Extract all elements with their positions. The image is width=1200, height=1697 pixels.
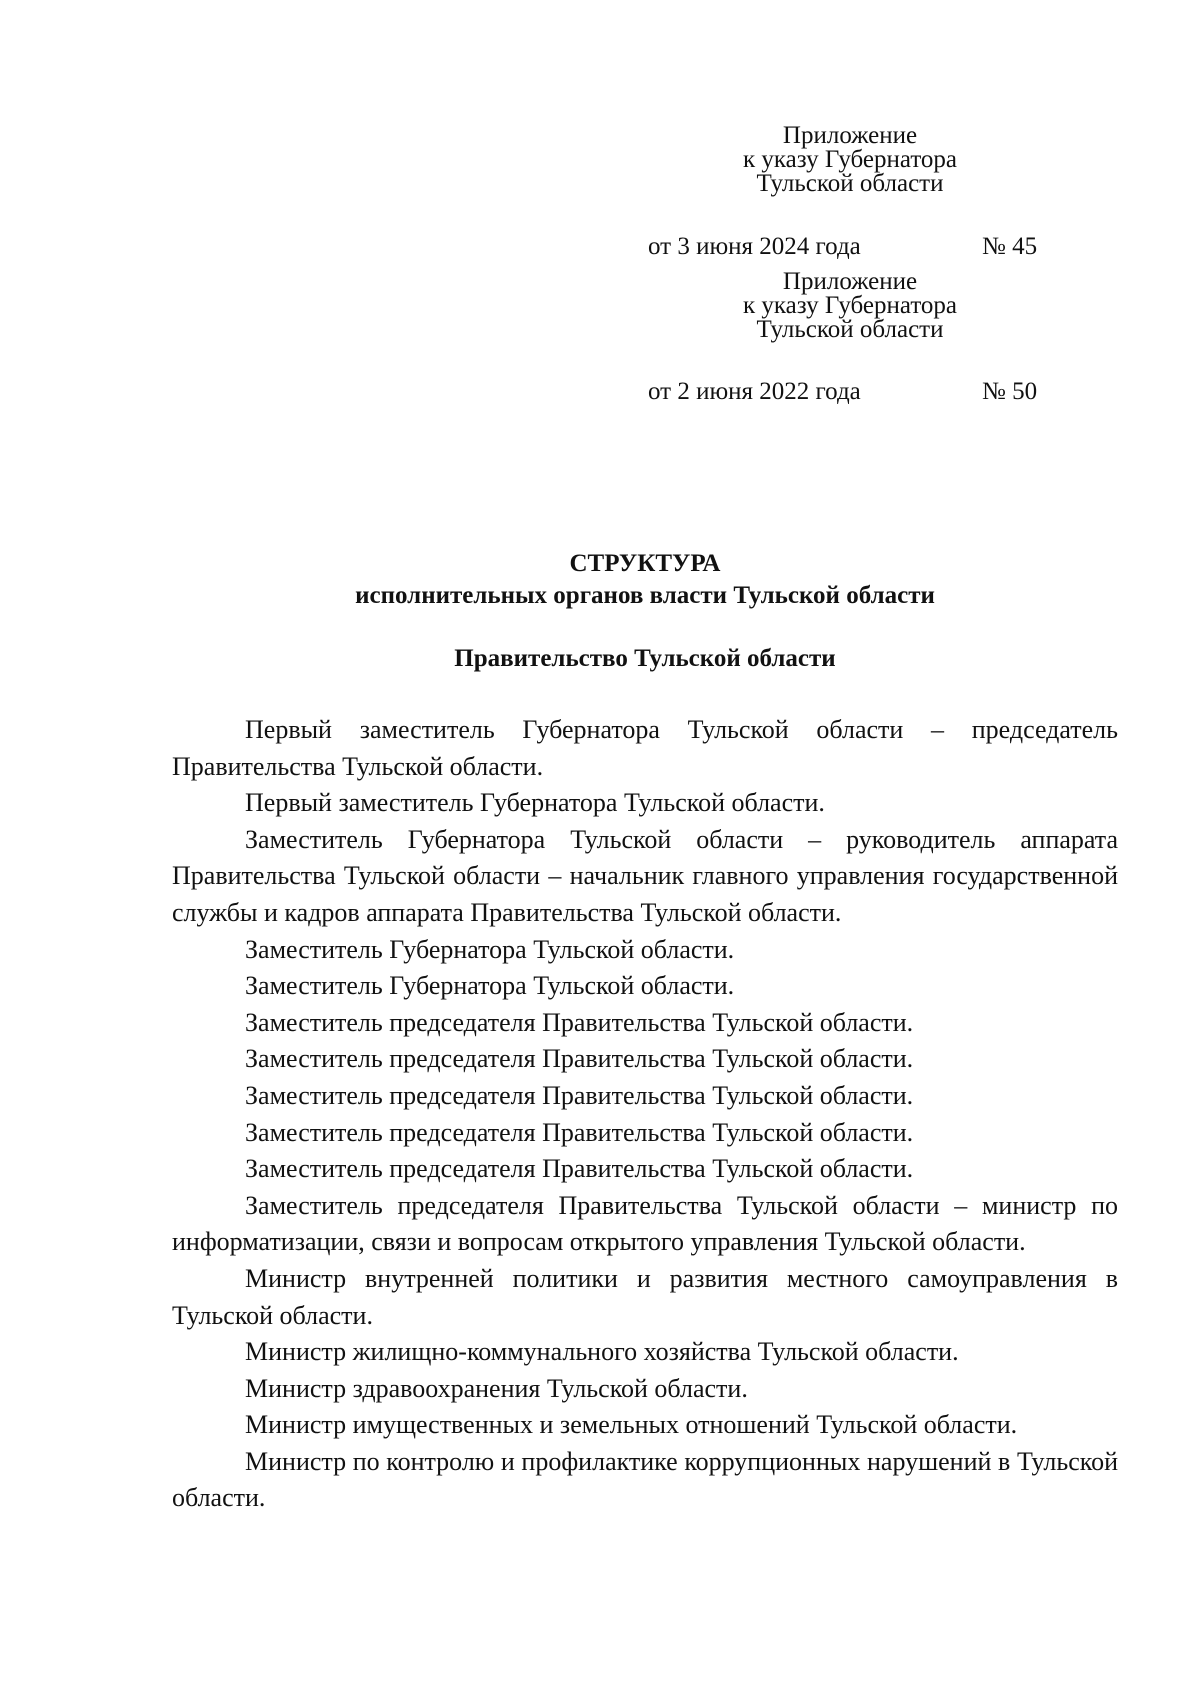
body-paragraph: Первый заместитель Губернатора Тульской области – председатель Правительства Тульской области.	[172, 715, 1118, 781]
body-paragraph: Заместитель председателя Правительства Тульской области – министр по информатизации, связи и вопросам открытого управления Тульской области.	[172, 1190, 1118, 1257]
section-heading: Правительство Тульской области	[454, 645, 836, 672]
decree-date: от 2 июня 2022 года	[648, 378, 861, 405]
body-paragraph: Первый заместитель Губернатора Тульской области.	[245, 788, 825, 818]
appendix-label: Приложение	[782, 268, 918, 295]
appendix-region-line: Тульской области	[756, 316, 944, 343]
decree-number: № 50	[982, 378, 1038, 405]
body-paragraph: Заместитель председателя Правительства Тульской области.	[245, 1154, 914, 1184]
appendix-region-line: Тульской области	[756, 170, 944, 197]
body-paragraph: Заместитель Губернатора Тульской области.	[245, 934, 735, 964]
appendix-block-2024	[700, 124, 1000, 196]
body-paragraph: Министр имущественных и земельных отношений Тульской области.	[245, 1410, 1018, 1440]
appendix-decree-line: к указу Губернатора	[742, 146, 958, 173]
body-paragraph: Заместитель председателя Правительства Тульской области.	[245, 1117, 914, 1147]
body-paragraph: Заместитель председателя Правительства Тульской области.	[245, 1007, 914, 1037]
document-title: СТРУКТУРА	[569, 550, 721, 577]
appendix-label: Приложение	[782, 122, 918, 149]
decree-date-line-2022	[648, 377, 1048, 407]
body-paragraph: Министр по контролю и профилактике коррупционных нарушений в Тульской области.	[172, 1446, 1118, 1513]
body-paragraph: Заместитель председателя Правительства Тульской области.	[245, 1080, 914, 1110]
body-paragraph: Министр внутренней политики и развития местного самоуправления в Тульской области.	[172, 1263, 1118, 1330]
document-body	[172, 712, 1118, 1517]
decree-date: от 3 июня 2024 года	[648, 233, 861, 260]
document-heading	[172, 548, 1118, 612]
appendix-decree-line: к указу Губернатора	[742, 292, 958, 319]
body-paragraph: Министр жилищно-коммунального хозяйства Тульской области.	[245, 1337, 959, 1367]
body-paragraph: Заместитель Губернатора Тульской области – руководитель аппарата Правительства Тульской области – начальник главного управления государственной службы и кадров аппарата Правительства Тульской области.	[172, 824, 1118, 927]
appendix-block-2022	[700, 270, 1000, 342]
decree-date-line-2024	[648, 232, 1048, 262]
body-paragraph: Заместитель председателя Правительства Тульской области.	[245, 1044, 914, 1074]
body-paragraph: Министр здравоохранения Тульской области.	[245, 1373, 748, 1403]
decree-number: № 45	[982, 233, 1038, 260]
document-subtitle: исполнительных органов власти Тульской области	[355, 582, 935, 609]
body-paragraph: Заместитель Губернатора Тульской области.	[245, 971, 735, 1001]
